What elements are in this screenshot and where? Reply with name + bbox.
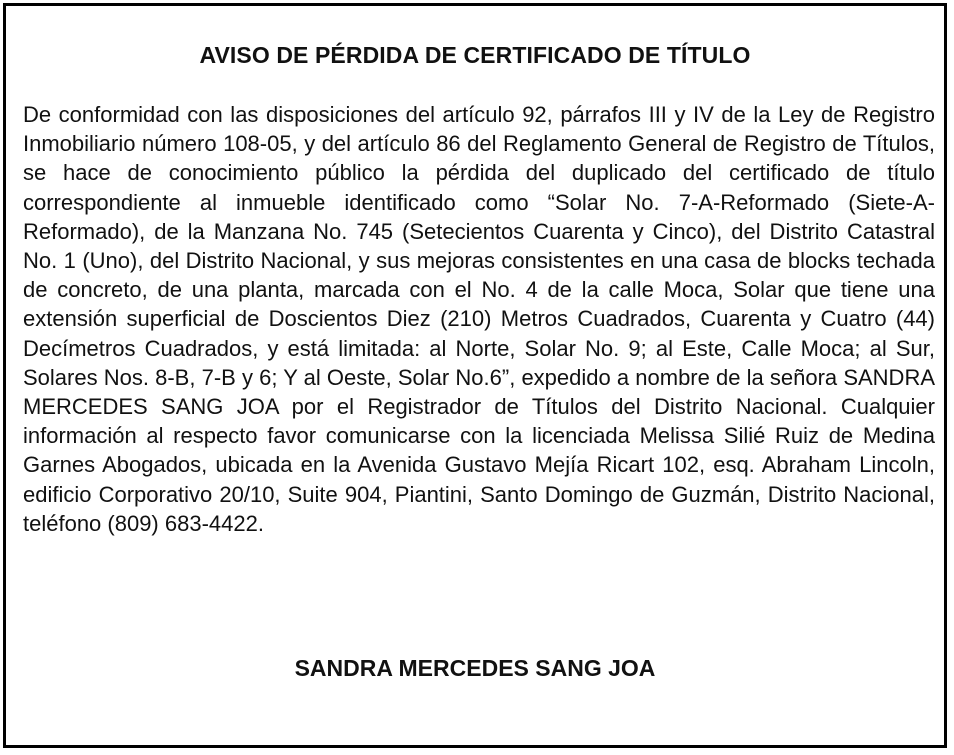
notice-title: AVISO DE PÉRDIDA DE CERTIFICADO DE TÍTULO [199, 42, 751, 68]
notice-signature: SANDRA MERCEDES SANG JOA [294, 655, 656, 681]
notice-frame [3, 3, 947, 748]
notice-body: De conformidad con las disposiciones del artículo 92, párrafos III y IV de la Ley de Registro Inmobiliario número 108-05, y del artículo 86 del Reglamento General de Registro de Títulos, se hace de conocimiento público la pérdida del duplicado del certificado de título correspondiente al inmueble identificado como “Solar No. 7-A-Reformado (Siete-A-Reformado), de la Manzana No. 745 (Setecientos Cuarenta y Cinco), del Distrito Catastral No. 1 (Uno), del Distrito Nacional, y sus mejoras consistentes en una casa de blocks techada de concreto, de una planta, marcada con el No. 4 de la calle Moca, Solar que tiene una extensión superficial de Doscientos Diez (210) Metros Cuadrados, Cuarenta y Cuatro (44) Decímetros Cuadrados, y está limitada: al Norte, Solar No. 9; al Este, Calle Moca; al Sur, Solares Nos. 8-B, 7-B y 6; Y al Oeste, Solar No.6”, expedido a nombre de la señora SANDRA MERCEDES SANG JOA por el Registrador de Títulos del Distrito Nacional. Cualquier información al respecto favor comunicarse con la licenciada Melissa Silié Ruiz de Medina Garnes Abogados, ubicada en la Avenida Gustavo Mejía Ricart 102, esq. Abraham Lincoln, edificio Corporativo 20/10, Suite 904, Piantini, Santo Domingo de Guzmán, Distrito Nacional, teléfono (809) 683-4422. [23, 102, 935, 536]
